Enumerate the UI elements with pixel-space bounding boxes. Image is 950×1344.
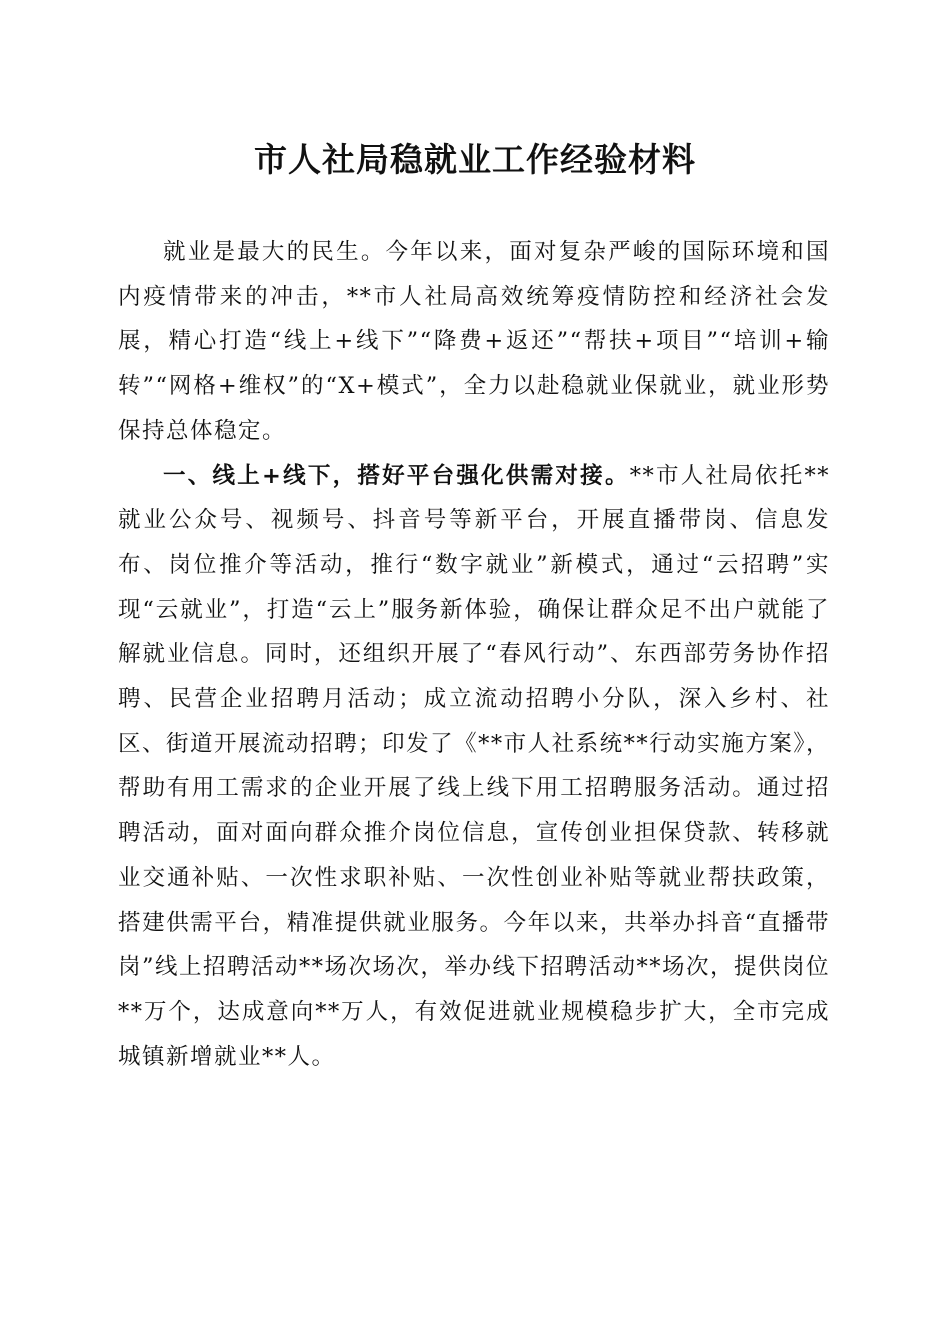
section-one-text: **市人社局依托**就业公众号、视频号、抖音号等新平台，开展直播带岗、信息发布、岗位推介等活动，推行“数字就业”新模式，通过“云招聘”实现“云就业”，打造“云上”服务新体验，确保让群众足不出户就能了解就业信息。同时，还组织开展了“春风行动”、东西部劳务协作招聘、民营企业招聘月活动；成立流动招聘小分队，深入乡村、社区、街道开展流动招聘；印发了《**市人社系统**行动实施方案》，帮助有用工需求的企业开展了线上线下用工招聘服务活动。通过招聘活动，面对面向群众推介岗位信息，宣传创业担保贷款、转移就业交通补贴、一次性求职补贴、一次性创业补贴等就业帮扶政策，搭建供需平台，精准提供就业服务。今年以来，共举办抖音“直播带岗”线上招聘活动**场次场次，举办线下招聘活动**场次，提供岗位**万个，达成意向**万人，有效促进就业规模稳步扩大，全市完成城镇新增就业**人。 [118,462,831,1070]
section-one-paragraph [118,454,830,1080]
intro-paragraph [118,230,830,454]
document-body [118,230,830,1079]
section-one-heading: 一、线上+线下，搭好平台强化供需对接。 [163,462,630,489]
intro-paragraph-text: 就业是最大的民生。今年以来，面对复杂严峻的国际环境和国内疫情带来的冲击，**市人社局高效统筹疫情防控和经济社会发展，精心打造“线上+线下”“降费+返还”“帮扶+项目”“培训+输转”“网格+维权”的“X+模式”，全力以赴稳就业保就业，就业形势保持总体稳定。 [118,239,830,444]
document-title: 市人社局稳就业工作经验材料 [254,140,696,179]
